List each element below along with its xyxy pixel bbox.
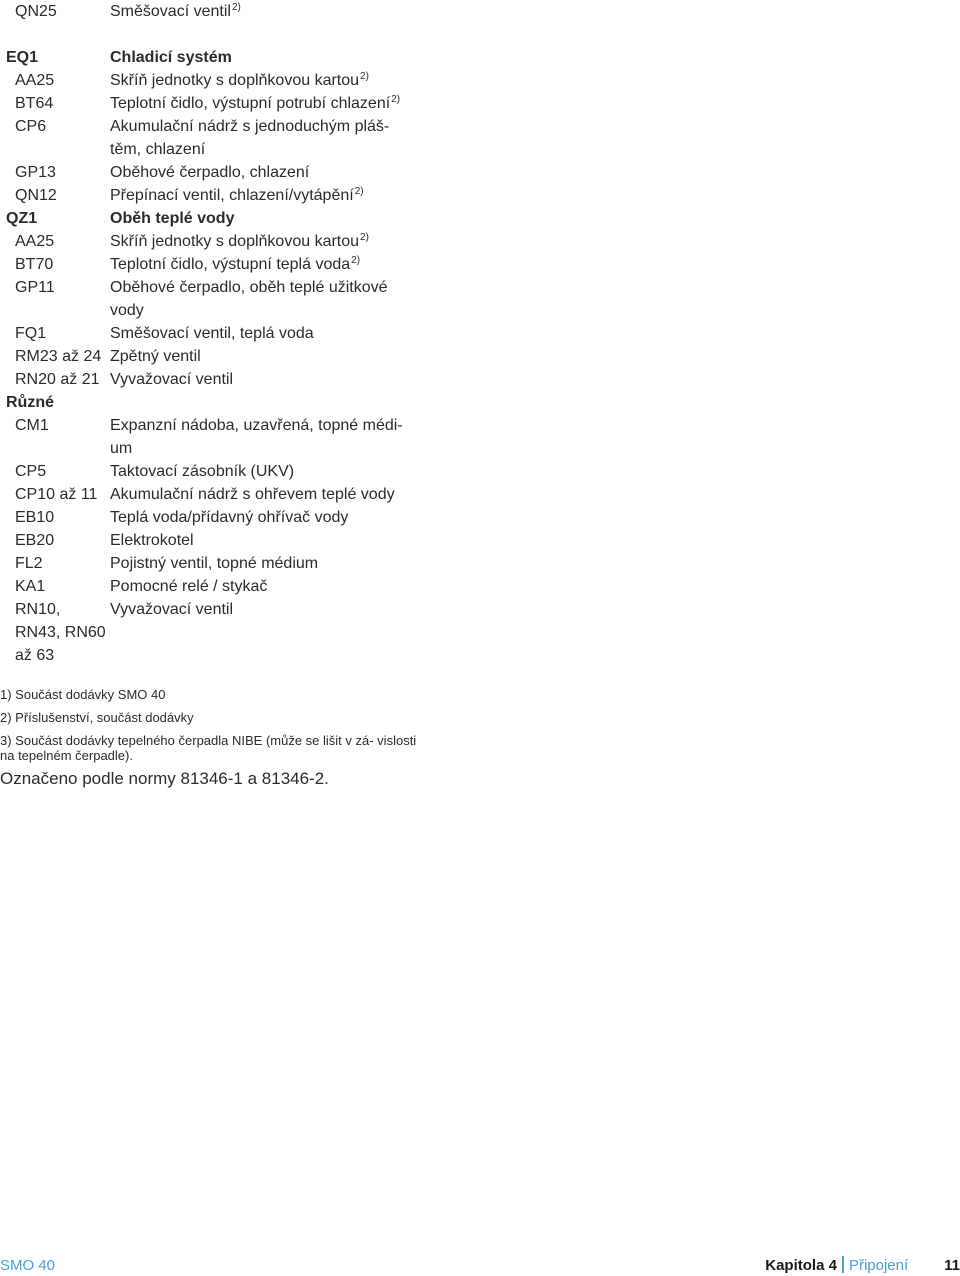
list-item [0,529,440,552]
group-title: Oběh teplé vody [110,210,235,227]
list-item [0,253,440,276]
item-desc: Akumulační nádrž s ohřevem teplé vody [110,486,395,503]
list-item [0,0,440,23]
group-heading-eq1 [0,46,440,69]
item-code: GP11 [15,279,55,296]
item-code: CP6 [15,118,47,135]
norm-statement: Označeno podle normy 81346-1 a 81346-2. [0,769,329,788]
item-code: EB10 [15,509,55,526]
item-desc: Oběhové čerpadlo, chlazení [110,164,310,181]
list-item [0,414,440,460]
footnote-ref: 2) [351,255,361,266]
item-code: EB20 [15,532,55,549]
component-list [0,0,440,667]
item-desc: Oběhové čerpadlo, oběh teplé užitkové vody [110,279,388,319]
list-item [0,368,440,391]
group-title: Chladicí systém [110,49,232,66]
item-code: GP13 [15,164,56,181]
list-item [0,506,440,529]
list-item [0,161,440,184]
item-code: QN25 [15,3,57,20]
footnote-ref: 2) [360,71,369,82]
misc-items [0,414,440,598]
list-item [0,598,440,667]
item-code: RN20 až 21 [15,371,100,388]
list-item [0,460,440,483]
item-code: AA25 [15,233,55,250]
list-item [0,92,440,115]
item-desc: Vyvažovací ventil [110,601,234,618]
item-code: KA1 [15,578,46,595]
group-code: QZ1 [6,210,38,227]
list-item [0,184,440,207]
item-code: QN12 [15,187,57,204]
item-code: BT70 [15,256,54,273]
list-item [0,552,440,575]
footnote-ref: 2) [354,186,364,197]
list-item [0,575,440,598]
list-item [0,322,440,345]
item-desc: Zpětný ventil [110,348,201,365]
footer-chapter: Kapitola 4 [765,1257,837,1274]
list-item [0,345,440,368]
item-desc: Akumulační nádrž s jednoduchým pláš- těm, chlazení [110,118,390,158]
item-code: FQ1 [15,325,47,342]
item-desc: Směšovací ventil$^{2)}$ [110,2,241,20]
item-desc: Směšovací ventil, teplá voda [110,325,314,342]
item-desc: Skříň jednotky s doplňkovou kartou$^{2)}$ [110,232,369,250]
footnote: 3) Součást dodávky tepelného čerpadla NIBE (může se lišit v zá- vislosti na tepelném čerpadle). [0,733,417,763]
group-heading-qz1 [0,207,440,230]
item-code: CM1 [15,417,49,434]
item-desc: Pomocné relé / stykač [110,578,268,595]
item-desc: Expanzní nádoba, uzavřená, topné médi- um [110,417,403,457]
page-number: 11 [944,1257,960,1274]
group-code: EQ1 [6,49,39,66]
item-desc: Skříň jednotky s doplňkovou kartou$^{2)}$ [110,71,369,89]
item-code: CP10 až 11 [15,486,98,503]
item-desc: Taktovací zásobník (UKV) [110,463,295,480]
footnote-ref: 2) [360,232,369,243]
item-desc: Pojistný ventil, topné médium [110,555,319,572]
footnote-ref: 2) [231,2,241,13]
group-qz1-items [0,230,440,391]
list-item [0,69,440,92]
item-code: RM23 až 24 [15,348,102,365]
item-code: AA25 [15,72,55,89]
section-heading-misc: Různé [6,394,54,411]
item-code: CP5 [15,463,47,480]
item-desc: Elektrokotel [110,532,194,549]
group-eq1-items [0,69,440,207]
footnote-ref: 2) [391,94,401,105]
item-code: FL2 [15,555,43,572]
item-desc: Teplotní čidlo, výstupní teplá voda$^{2)}$ [110,255,361,273]
footnote: 2) Příslušenství, součást dodávky [0,710,194,725]
item-desc: Teplá voda/přídavný ohřívač vody [110,509,349,526]
footer-right [765,1256,960,1276]
list-item [0,483,440,506]
list-item [0,115,440,161]
item-desc: Přepínací ventil, chlazení/vytápění$^{2)}$ [110,186,364,204]
item-code: BT64 [15,95,54,112]
footnotes [0,687,420,790]
footer-product: SMO 40 [0,1257,56,1274]
item-desc: Teplotní čidlo, výstupní potrubí chlazení$^{2)}$ [110,94,401,112]
list-item [0,276,440,322]
footer-separator [842,1256,844,1273]
page-footer [0,1256,960,1276]
list-item [0,230,440,253]
footer-section: Připojení [848,1257,909,1274]
footnote: 1) Součást dodávky SMO 40 [0,687,166,702]
item-desc: Vyvažovací ventil [110,371,234,388]
item-code: RN10, RN43, RN60 až 63 [15,601,106,664]
